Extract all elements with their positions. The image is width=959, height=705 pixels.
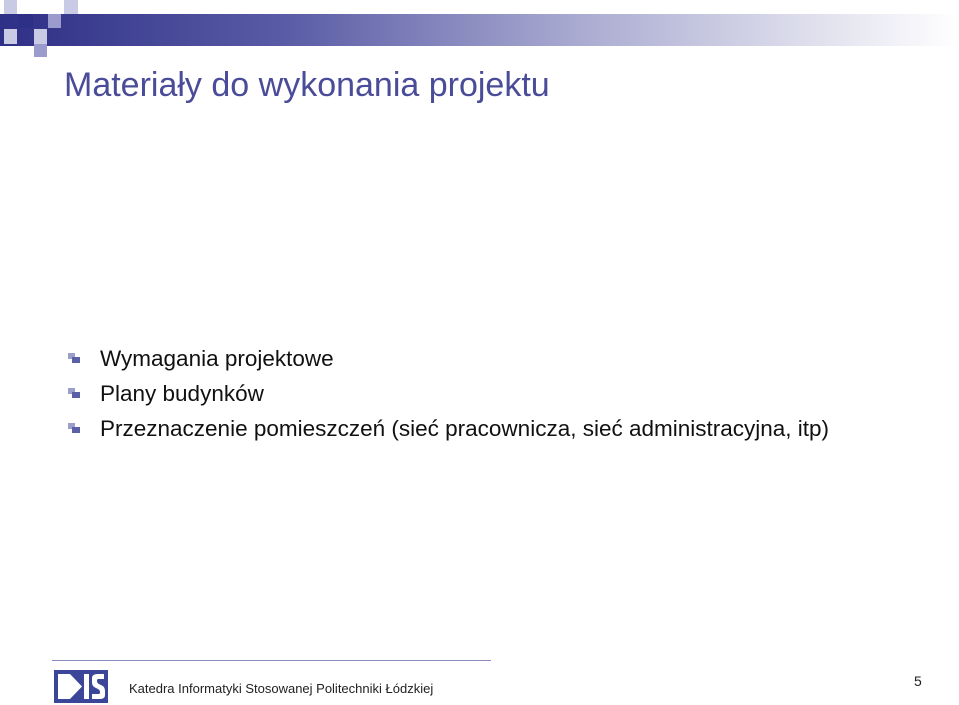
- bullet-icon: [68, 388, 80, 398]
- header-gradient-bar: [0, 14, 959, 46]
- bullet-icon: [68, 353, 80, 363]
- bullet-icon: [68, 423, 80, 433]
- deco-square: [48, 14, 61, 28]
- list-item: [68, 416, 829, 451]
- footer-text: Katedra Informatyki Stosowanej Politechniki Łódzkiej: [129, 681, 434, 696]
- deco-square: [34, 44, 47, 57]
- deco-square: [4, 0, 17, 14]
- deco-square: [4, 29, 17, 44]
- list-item: [68, 346, 829, 381]
- slide-title: Materiały do wykonania projektu: [64, 66, 550, 104]
- page-number: 5: [914, 673, 922, 689]
- deco-square: [64, 0, 78, 14]
- list-item: [68, 381, 829, 416]
- bullet-text: Wymagania projektowe: [100, 346, 334, 371]
- deco-square: [18, 14, 33, 28]
- deco-square: [34, 29, 47, 44]
- bullet-text: Plany budynków: [100, 381, 264, 406]
- bullet-list: [68, 346, 829, 451]
- footer-divider: [52, 660, 491, 661]
- bullet-text: Przeznaczenie pomieszczeń (sieć pracownicza, sieć administracyjna, itp): [100, 416, 830, 441]
- kis-logo-icon: [54, 670, 108, 703]
